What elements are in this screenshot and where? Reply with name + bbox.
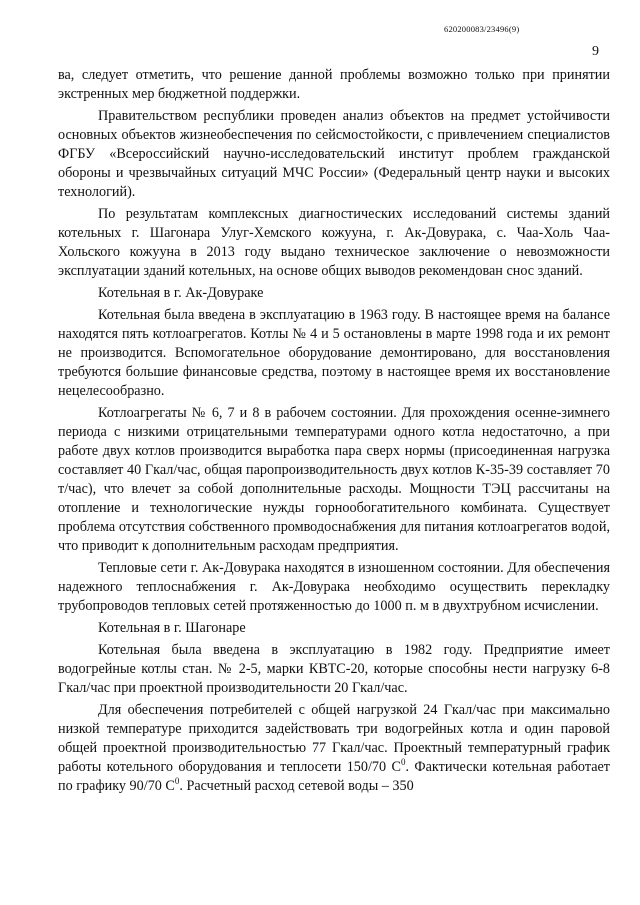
paragraph-boiler-units: Котлоагрегаты № 6, 7 и 8 в рабочем состоянии. Для прохождения осенне-зимнего периода с низкими отрицательными температурами одного котла недостаточно, а при работе двух котлов производится выработка пара сверх нормы (присоединенная нагрузка составляет 40 Гкал/час, общая паропроизводительность двух котлов К-35-39 составляет 70 т/час), что влечет за собой дополнительные расходы. Мощности ТЭЦ рассчитаны на отопление и технологические нужды горнообогатительного комбината. Существует проблема отсутствия собственного промводоснабжения для питания котлоагрегатов водой, что приводит к дополнительным расходам предприятия.	[58, 405, 610, 554]
page-number: 9	[592, 44, 599, 59]
paragraph-diagnostics: По результатам комплексных диагностических исследований системы зданий котельных г. Шагонара Улуг-Хемского кожууна, г. Ак-Довурака, с. Чаа-Холь Чаа-Хольского кожууна в 2013 году выдано техническое заключение о невозможности эксплуатации зданий котельных, на основе общих выводов рекомендован снос зданий.	[58, 206, 610, 279]
paragraph-heat-networks: Тепловые сети г. Ак-Довурака находятся в изношенном состоянии. Для обеспечения надежного теплоснабжения г. Ак-Довурака необходимо осуществить перекладку трубопроводов тепловых сетей протяженностью до 1000 п. м в двухтрубном исчислении.	[58, 560, 610, 614]
paragraph-shagonar-history: Котельная была введена в эксплуатацию в 1982 году. Предприятие имеет водогрейные котлы стан. № 2-5, марки КВТС-20, которые способны нести нагрузку 6-8 Гкал/час при проектной производительности 20 Гкал/час.	[58, 642, 610, 696]
paragraph-consumer-load	[58, 701, 610, 796]
section-heading-shagonar: Котельная в г. Шагонаре	[98, 620, 246, 636]
paragraph-analysis: Правительством республики проведен анализ объектов на предмет устойчивости основных объектов жизнеобеспечения по сейсмостойкости, с привлечением специалистов ФГБУ «Всероссийский научно-исследовательский институт проблем гражданской обороны и чрезвычайных ситуаций МЧС России» (Федеральный центр науки и высоких технологий).	[58, 108, 610, 200]
document-body	[58, 66, 610, 799]
text-segment: . Расчетный расход сетевой воды – 350	[179, 778, 414, 794]
document-id: 620200083/23496(9)	[444, 24, 520, 34]
degree-superscript: 0	[174, 776, 180, 786]
paragraph-ak-dovurak-history: Котельная была введена в эксплуатацию в 1963 году. В настоящее время на балансе находятся пять котлоагрегатов. Котлы № 4 и 5 остановлены в марте 1998 года и их ремонт не производится. Вспомогательное оборудование демонтировано, для восстановления требуются большие финансовые средства, поэтому в настоящее время их восстановление нецелесообразно.	[58, 307, 610, 399]
text-segment: Для обеспечения потребителей с общей нагрузкой 24 Гкал/час при максимально низкой температуре приходится задействовать три водогрейных котла и один паровой общей проектной производительностью 77 Гкал/час. Проектный температурный график работы котельного оборудования и теплосети 150/70 С	[58, 702, 610, 775]
text-segment: . Фактически котельная работает по графику 90/70 С	[58, 759, 610, 794]
degree-superscript: 0	[400, 757, 406, 767]
section-heading-ak-dovurak: Котельная в г. Ак-Довураке	[98, 285, 264, 301]
paragraph-continuation: ва, следует отметить, что решение данной проблемы возможно только при принятии экстренных мер бюджетной поддержки.	[58, 67, 610, 102]
